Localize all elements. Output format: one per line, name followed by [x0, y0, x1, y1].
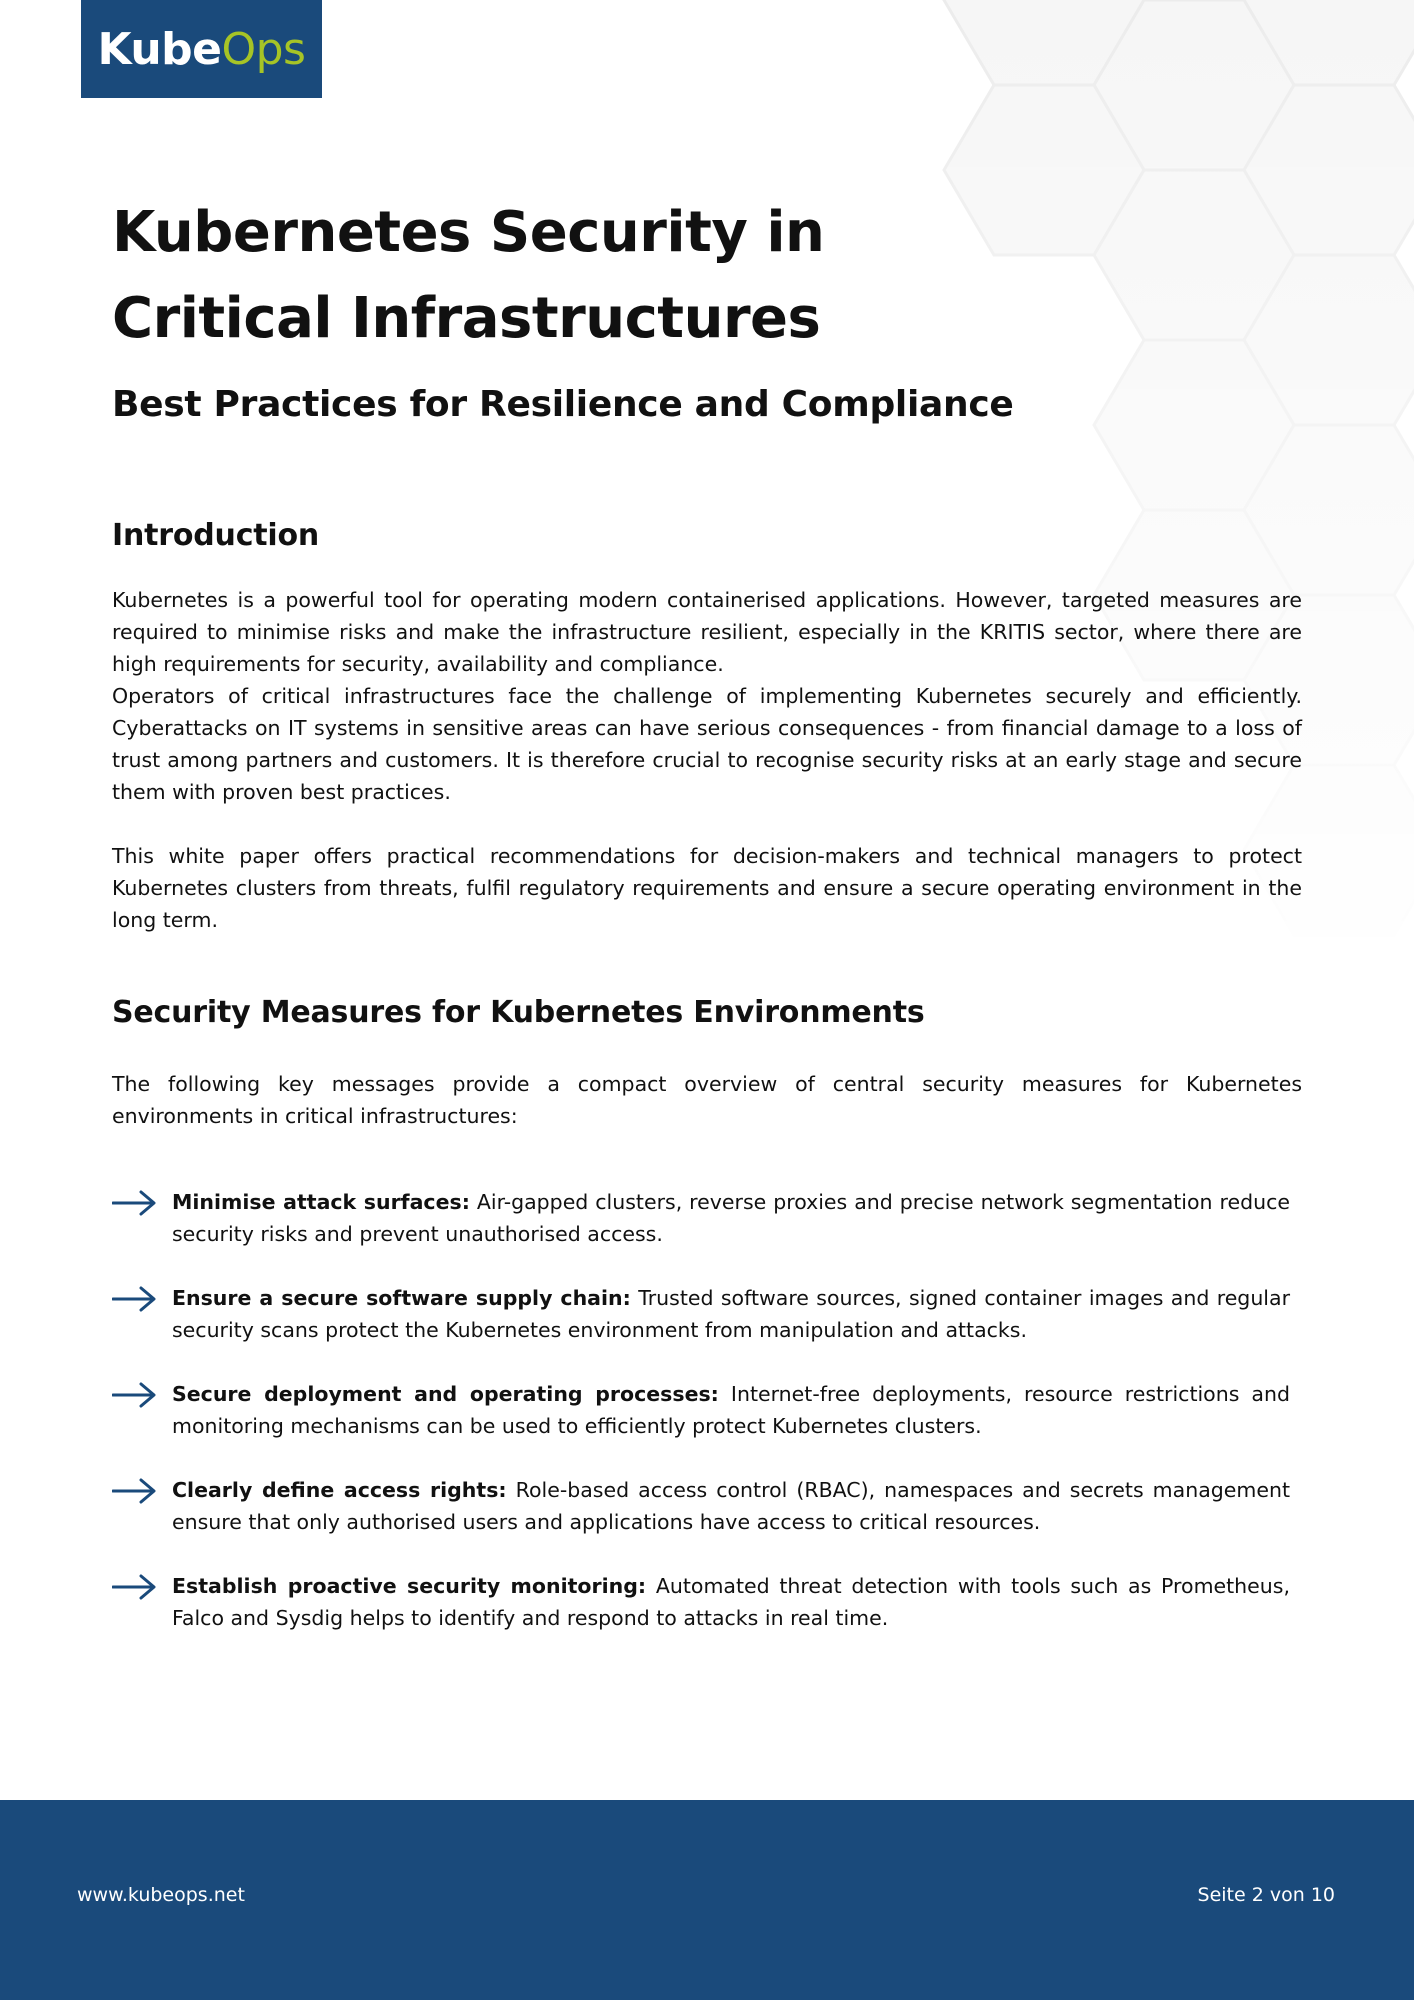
list-item-text: Air-gapped clusters, reverse proxies and precise network segmentation reduce security risks and prevent unauthorised access.	[172, 1190, 1290, 1246]
arrow-right-icon	[112, 1190, 156, 1216]
security-measures-lead: The following key messages provide a compact overview of central security measures for Kubernetes environments in critical infrastructures:	[112, 1072, 1302, 1128]
list-item-term: Establish proactive security monitoring:	[172, 1574, 647, 1598]
document-title: Kubernetes Security in Critical Infrastructures	[112, 200, 825, 351]
intro-paragraph-1: Kubernetes is a powerful tool for operating modern containerised applications. However, targeted measures are required to minimise risks and make the infrastructure resilient, especially in the KRITIS sector, where there are high requirements for security, availability and compliance.	[112, 588, 1302, 676]
list-item	[112, 1186, 1290, 1250]
list-item	[112, 1282, 1290, 1346]
arrow-right-icon	[112, 1286, 156, 1312]
document-subtitle: Best Practices for Resilience and Compliance	[112, 384, 1014, 425]
page-footer	[0, 1800, 1414, 2000]
footer-website-link[interactable]: www.kubeops.net	[77, 1884, 245, 1906]
kubeops-logo: Kube Ops	[81, 0, 322, 98]
intro-paragraph-2: Operators of critical infrastructures face the challenge of implementing Kubernetes securely and efficiently. Cyberattacks on IT systems in sensitive areas can have serious consequences - from financial damage to a loss of trust among partners and customers. It is therefore crucial to recognise security risks at an early stage and secure them with proven best practices.	[112, 684, 1302, 804]
list-item-text: Internet-free deployments, resource restrictions and monitoring mechanisms can be used to efficiently protect Kubernetes clusters.	[172, 1382, 1290, 1438]
list-item-text: Automated threat detection with tools such as Prometheus, Falco and Sysdig helps to identify and respond to attacks in real time.	[172, 1574, 1290, 1630]
security-measures-list	[112, 1186, 1290, 1666]
arrow-right-icon	[112, 1382, 156, 1408]
security-measures-heading: Security Measures for Kubernetes Environments	[112, 995, 925, 1030]
arrow-right-icon	[112, 1574, 156, 1600]
list-item	[112, 1474, 1290, 1538]
list-item	[112, 1378, 1290, 1442]
intro-paragraph-3: This white paper offers practical recommendations for decision-makers and technical managers to protect Kubernetes clusters from threats, fulfil regulatory requirements and ensure a secure operating environment in the long term.	[112, 844, 1302, 932]
list-item-text: Trusted software sources, signed container images and regular security scans protect the Kubernetes environment from manipulation and attacks.	[172, 1286, 1290, 1342]
arrow-right-icon	[112, 1478, 156, 1504]
list-item-term: Secure deployment and operating processes:	[172, 1382, 719, 1406]
list-item-term: Clearly define access rights:	[172, 1478, 507, 1502]
list-item-term: Minimise attack surfaces:	[172, 1190, 470, 1214]
list-item-term: Ensure a secure software supply chain:	[172, 1286, 631, 1310]
footer-page-number: Seite 2 von 10	[1197, 1884, 1335, 1906]
list-item-text: Role-based access control (RBAC), namespaces and secrets management ensure that only authorised users and applications have access to critical resources.	[172, 1478, 1290, 1534]
list-item	[112, 1570, 1290, 1634]
introduction-heading: Introduction	[112, 518, 320, 553]
